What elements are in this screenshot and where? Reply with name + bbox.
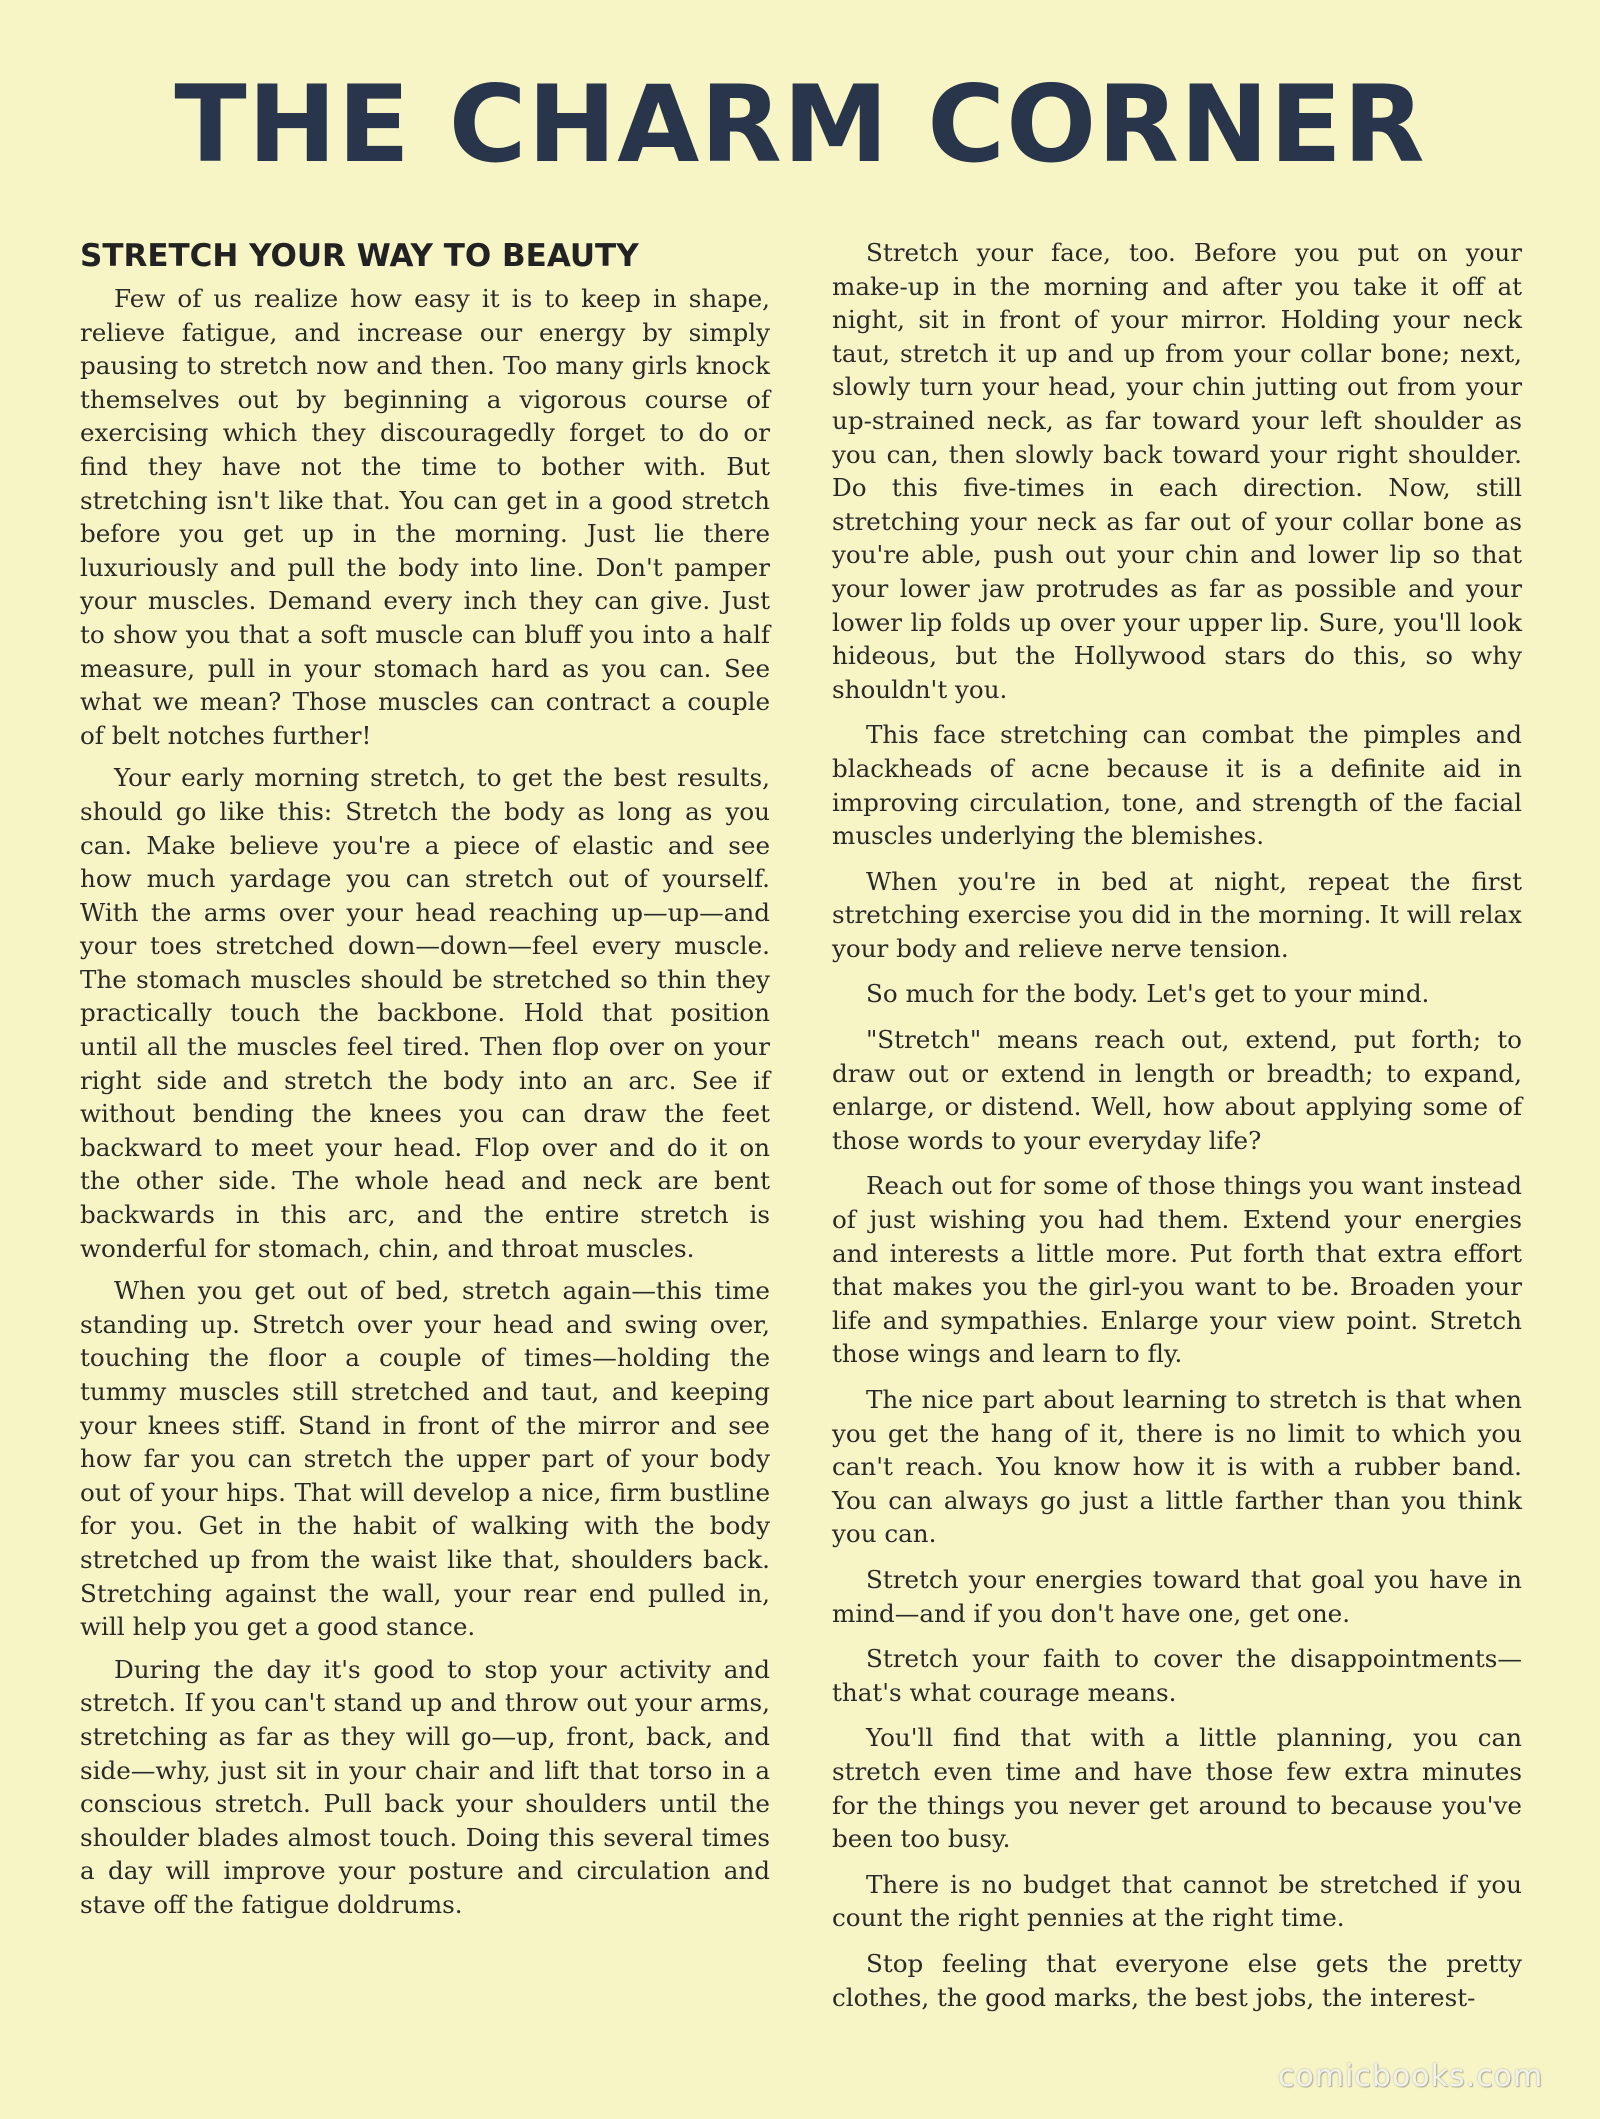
paragraph: Few of us realize how easy it is to keep in shape, relieve fatigue, and increase our energy by simply pausing to stretch now and then. Too many girls knock themselves out by beginning a vigorous course of exercising which they discouragedly forget to do or find they have not the time to bother with. But stretching isn't like that. You can get in a good stretch before you get up in the morning. Just lie there luxuriously and pull the body into line. Don't pamper your muscles. Demand every inch they can give. Just to show you that a soft muscle can bluff you into a half measure, pull in your stomach hard as you can. See what we mean? Those muscles can contract a couple of belt notches further! xyxy=(80,284,770,750)
paragraph: Stretch your faith to cover the disappointments—that's what courage means. xyxy=(832,1644,1522,1707)
page-title: THE CHARM CORNER xyxy=(174,63,1426,186)
paragraph: Stop feeling that everyone else gets the pretty clothes, the good marks, the best jobs, the interest- xyxy=(832,1948,1522,2012)
paragraph: Your early morning stretch, to get the best results, should go like this: Stretch the body as long as you can. Make believe you're a piece of elastic and see how much yardage you can stretch out of yourself. With the arms over your head reaching up—up—and your toes stretched down—down—feel every muscle. The stomach muscles should be stretched so thin they practically touch the backbone. Hold that position until all the muscles feel tired. Then flop over on your right side and stretch the body into an arc. See if without bending the knees you can draw the feet backward to meet your head. Flop over and do it on the other side. The whole head and neck are bent backwards in this arc, and the entire stretch is wonderful for stomach, chin, and throat muscles. xyxy=(80,763,770,1263)
paragraph: "Stretch" means reach out, extend, put forth; to draw out or extend in length or breadth; to expand, enlarge, or distend. Well, how about applying some of those words to your everyday life? xyxy=(832,1025,1522,1155)
paragraph: Stretch your face, too. Before you put on your make-up in the morning and after you take it off at night, sit in front of your mirror. Holding your neck taut, stretch it up and up from your collar bone; next, slowly turn your head, your chin jutting out from your up-strained neck, as far toward your left shoulder as you can, then slowly back toward your right shoulder. Do this five-times in each direction. Now, still stretching your neck as far out of your collar bone as you're able, push out your chin and lower lip so that your lower jaw protrudes as far as possible and your lower lip folds up over your upper lip. Sure, you'll look hideous, but the Hollywood stars do this, so why shouldn't you. xyxy=(832,238,1522,704)
left-column xyxy=(80,236,770,1931)
paragraph: During the day it's good to stop your activity and stretch. If you can't stand up and throw out your arms, stretching as far as they will go—up, front, back, and side—why, just sit in your chair and lift that torso in a conscious stretch. Pull back your shoulders until the shoulder blades almost touch. Doing this several times a day will improve your posture and circulation and stave off the fatigue doldrums. xyxy=(80,1654,770,1919)
paragraph: There is no budget that cannot be stretched if you count the right pennies at the right time. xyxy=(832,1869,1522,1933)
paragraph: So much for the body. Let's get to your mind. xyxy=(866,979,1430,1009)
paragraph: Stretch your energies toward that goal you have in mind—and if you don't have one, get one. xyxy=(832,1564,1522,1628)
paragraph: The nice part about learning to stretch is that when you get the hang of it, there is no limit to which you can't reach. You know how it is with a rubber band. You can always go just a little farther than you think you can. xyxy=(832,1385,1522,1549)
right-column xyxy=(832,236,1522,2026)
paragraph: When you get out of bed, stretch again—this time standing up. Stretch over your head and swing over, touching the floor a couple of times—holding the tummy muscles still stretched and taut, and keeping your knees stiff. Stand in front of the mirror and see how far you can stretch the upper part of your body out of your hips. That will develop a nice, firm bustline for you. Get in the habit of walking with the body stretched up from the waist like that, shoulders back. Stretching against the wall, your rear end pulled in, will help you get a good stance. xyxy=(80,1276,770,1642)
paragraph: This face stretching can combat the pimples and blackheads of acne because it is a definite aid in improving circulation, tone, and strength of the facial muscles underlying the blemishes. xyxy=(832,720,1522,851)
paragraph: When you're in bed at night, repeat the first stretching exercise you did in the morning. It will relax your body and relieve nerve tension. xyxy=(832,866,1522,963)
paragraph: Reach out for some of those things you want instead of just wishing you had them. Extend your energies and interests a little more. Put forth that extra effort that makes you the girl-you want to be. Broaden your life and sympathies. Enlarge your view point. Stretch those wings and learn to fly. xyxy=(832,1171,1522,1369)
paragraph: You'll find that with a little planning, you can stretch even time and have those few extra minutes for the things you never get around to because you've been too busy. xyxy=(832,1723,1522,1854)
watermark: comicbooks.com xyxy=(1278,2059,1544,2094)
article-subhead: STRETCH YOUR WAY TO BEAUTY xyxy=(80,238,639,274)
